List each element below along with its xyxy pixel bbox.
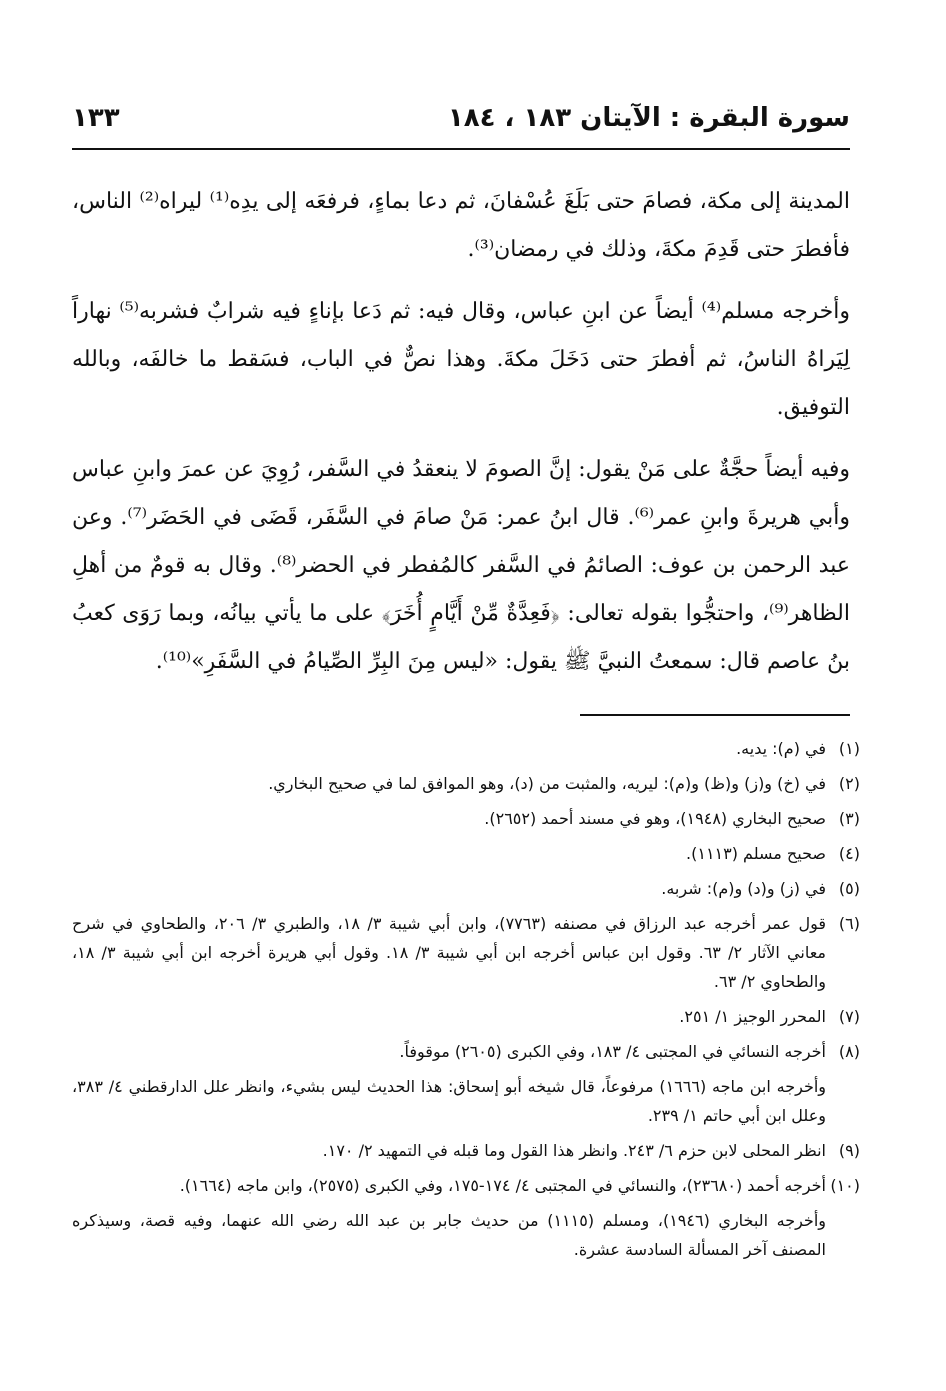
footnote-number: (٨) — [838, 1042, 860, 1061]
footnote-number: (٧) — [838, 1007, 860, 1026]
footnote-10-continuation: وأخرجه البخاري (١٩٤٦)، ومسلم (١١١٥) من حديث جابر بن عبد الله رضي الله عنهما، وفيه قصة، وسيذكره المصنف آخر المسألة السادسة عشرة. — [72, 1211, 826, 1259]
running-title: سورة البقرة : الآيتان ١٨٣ ، ١٨٤ — [447, 103, 850, 133]
footnotes — [72, 734, 860, 1270]
footnote-6 — [72, 909, 860, 996]
footnote-text: في (خ) و(ز) و(ظ) و(م): ليريه، والمثبت من (د)، وهو الموافق لما في صحيح البخاري. — [268, 774, 826, 793]
footnote-7 — [72, 1002, 860, 1031]
page-header — [72, 98, 850, 150]
footnote-number: (٢) — [838, 774, 860, 793]
footnote-text: أخرجه النسائي في المجتبى ٤/ ١٨٣، وفي الكبرى (٢٦٠٥) موقوفاً. — [399, 1042, 826, 1061]
paragraph-2: وأخرجه مسلم⁽⁴⁾ أيضاً عن ابنِ عباس، وقال فيه: ثم دَعا بإناءٍ فيه شرابٌ فشربه⁽⁵⁾ نهاراً لِيَراهُ الناسُ، ثم أفطرَ حتى دَخَلَ مكةَ. وهذا نصٌّ في الباب، فسَقط ما خالفَه، وبالله التوفيق. — [72, 299, 850, 420]
footnote-3 — [72, 804, 860, 833]
footnote-number: (٤) — [838, 844, 860, 863]
footnote-number: (٥) — [838, 879, 860, 898]
footnote-text: المحرر الوجيز ١/ ٢٥١. — [679, 1007, 826, 1026]
paragraph-1 — [72, 178, 850, 274]
footnote-10 — [72, 1171, 860, 1200]
footnote-5 — [72, 874, 860, 903]
page-number: ١٣٣ — [72, 103, 120, 133]
footnote-text: صحيح مسلم (١١١٣). — [686, 844, 826, 863]
footnote-number: (١) — [838, 739, 860, 758]
footnote-text: أخرجه أحمد (٢٣٦٨٠)، والنسائي في المجتبى ٤/ ١٧٤-١٧٥، وفي الكبرى (٢٥٧٥)، وابن ماجه (١٦٦٤). — [179, 1176, 826, 1195]
paragraph-1-lead: المدينة إلى مكة، فصامَ حتى بَلَغَ عُسْفانَ، ثم دعا بماءٍ، فرفعَه إلى يدِه⁽¹⁾ — [209, 189, 850, 214]
footnote-number: (٩) — [838, 1141, 860, 1160]
footnote-separator — [580, 714, 850, 716]
footnote-number: (١٠) — [830, 1176, 860, 1195]
footnote-number: (٦) — [838, 914, 860, 933]
footnote-4 — [72, 839, 860, 868]
footnote-text: صحيح البخاري (١٩٤٨)، وهو في مسند أحمد (٢٦٥٢). — [484, 809, 826, 828]
footnote-text: انظر المحلى لابن حزم ٦/ ٢٤٣. وانظر هذا القول وما قبله في التمهيد ٢/ ١٧٠. — [322, 1141, 826, 1160]
footnote-text: في (ز) و(د) و(م): شربه. — [661, 879, 826, 898]
footnote-1 — [72, 734, 860, 763]
footnote-text: في (م): يديه. — [736, 739, 826, 758]
paragraph-3: وفيه أيضاً حجَّةٌ على مَنْ يقول: إنَّ الصومَ لا ينعقدُ في السَّفر، رُوِيَ عن عمرَ وابنِ عباس وأبي هريرةَ وابنِ عمر⁽⁶⁾. قال ابنُ عمر: مَنْ صامَ في السَّفَر، قَضَى في الحَضَر⁽⁷⁾. وعن عبد الرحمن بن عوف: الصائمُ في السَّفر كالمُفطر في الحضر⁽⁸⁾. وقال به قومٌ من أهلِ الظاهر⁽⁹⁾، واحتجُّوا بقوله تعالى: ﴿فَعِدَّةٌ مِّنْ أَيَّامٍ أُخَرَ﴾ على ما يأتي بيانُه، وبما رَوَى كعبُ بنُ عاصم قال: سمعتُ النبيَّ ﷺ يقول: «ليس مِنَ البِرِّ الصِّيامُ في السَّفَرِ»⁽¹⁰⁾. — [72, 457, 850, 674]
footnote-2 — [72, 769, 860, 798]
main-text — [72, 178, 850, 686]
footnote-text: قول عمر أخرجه عبد الرزاق في مصنفه (٧٧٦٣)، وابن أبي شيبة ٣/ ١٨، والطبري ٣/ ٢٠٦، والطحاوي في شرح معاني الآثار ٢/ ٦٣. وقول ابن عباس أخرجه ابن أبي شيبة ٣/ ١٨. وقول أبي هريرة أخرجه ابن أبي شيبة ٣/ ١٨، والطحاوي ٢/ ٦٣. — [72, 914, 827, 991]
paragraph-1-text: ليراه⁽²⁾ الناس، فأفطرَ حتى قَدِمَ مكةَ، وذلك في رمضان⁽³⁾. — [72, 189, 850, 262]
footnote-8 — [72, 1037, 860, 1066]
footnote-8-continuation: وأخرجه ابن ماجه (١٦٦٦) مرفوعاً، قال شيخه أبو إسحاق: هذا الحديث ليس بشيء، وانظر علل الدارقطني ٤/ ٣٨٣، وعلل ابن أبي حاتم ١/ ٢٣٩. — [72, 1077, 827, 1125]
footnote-9 — [72, 1136, 860, 1165]
footnote-number: (٣) — [838, 809, 860, 828]
